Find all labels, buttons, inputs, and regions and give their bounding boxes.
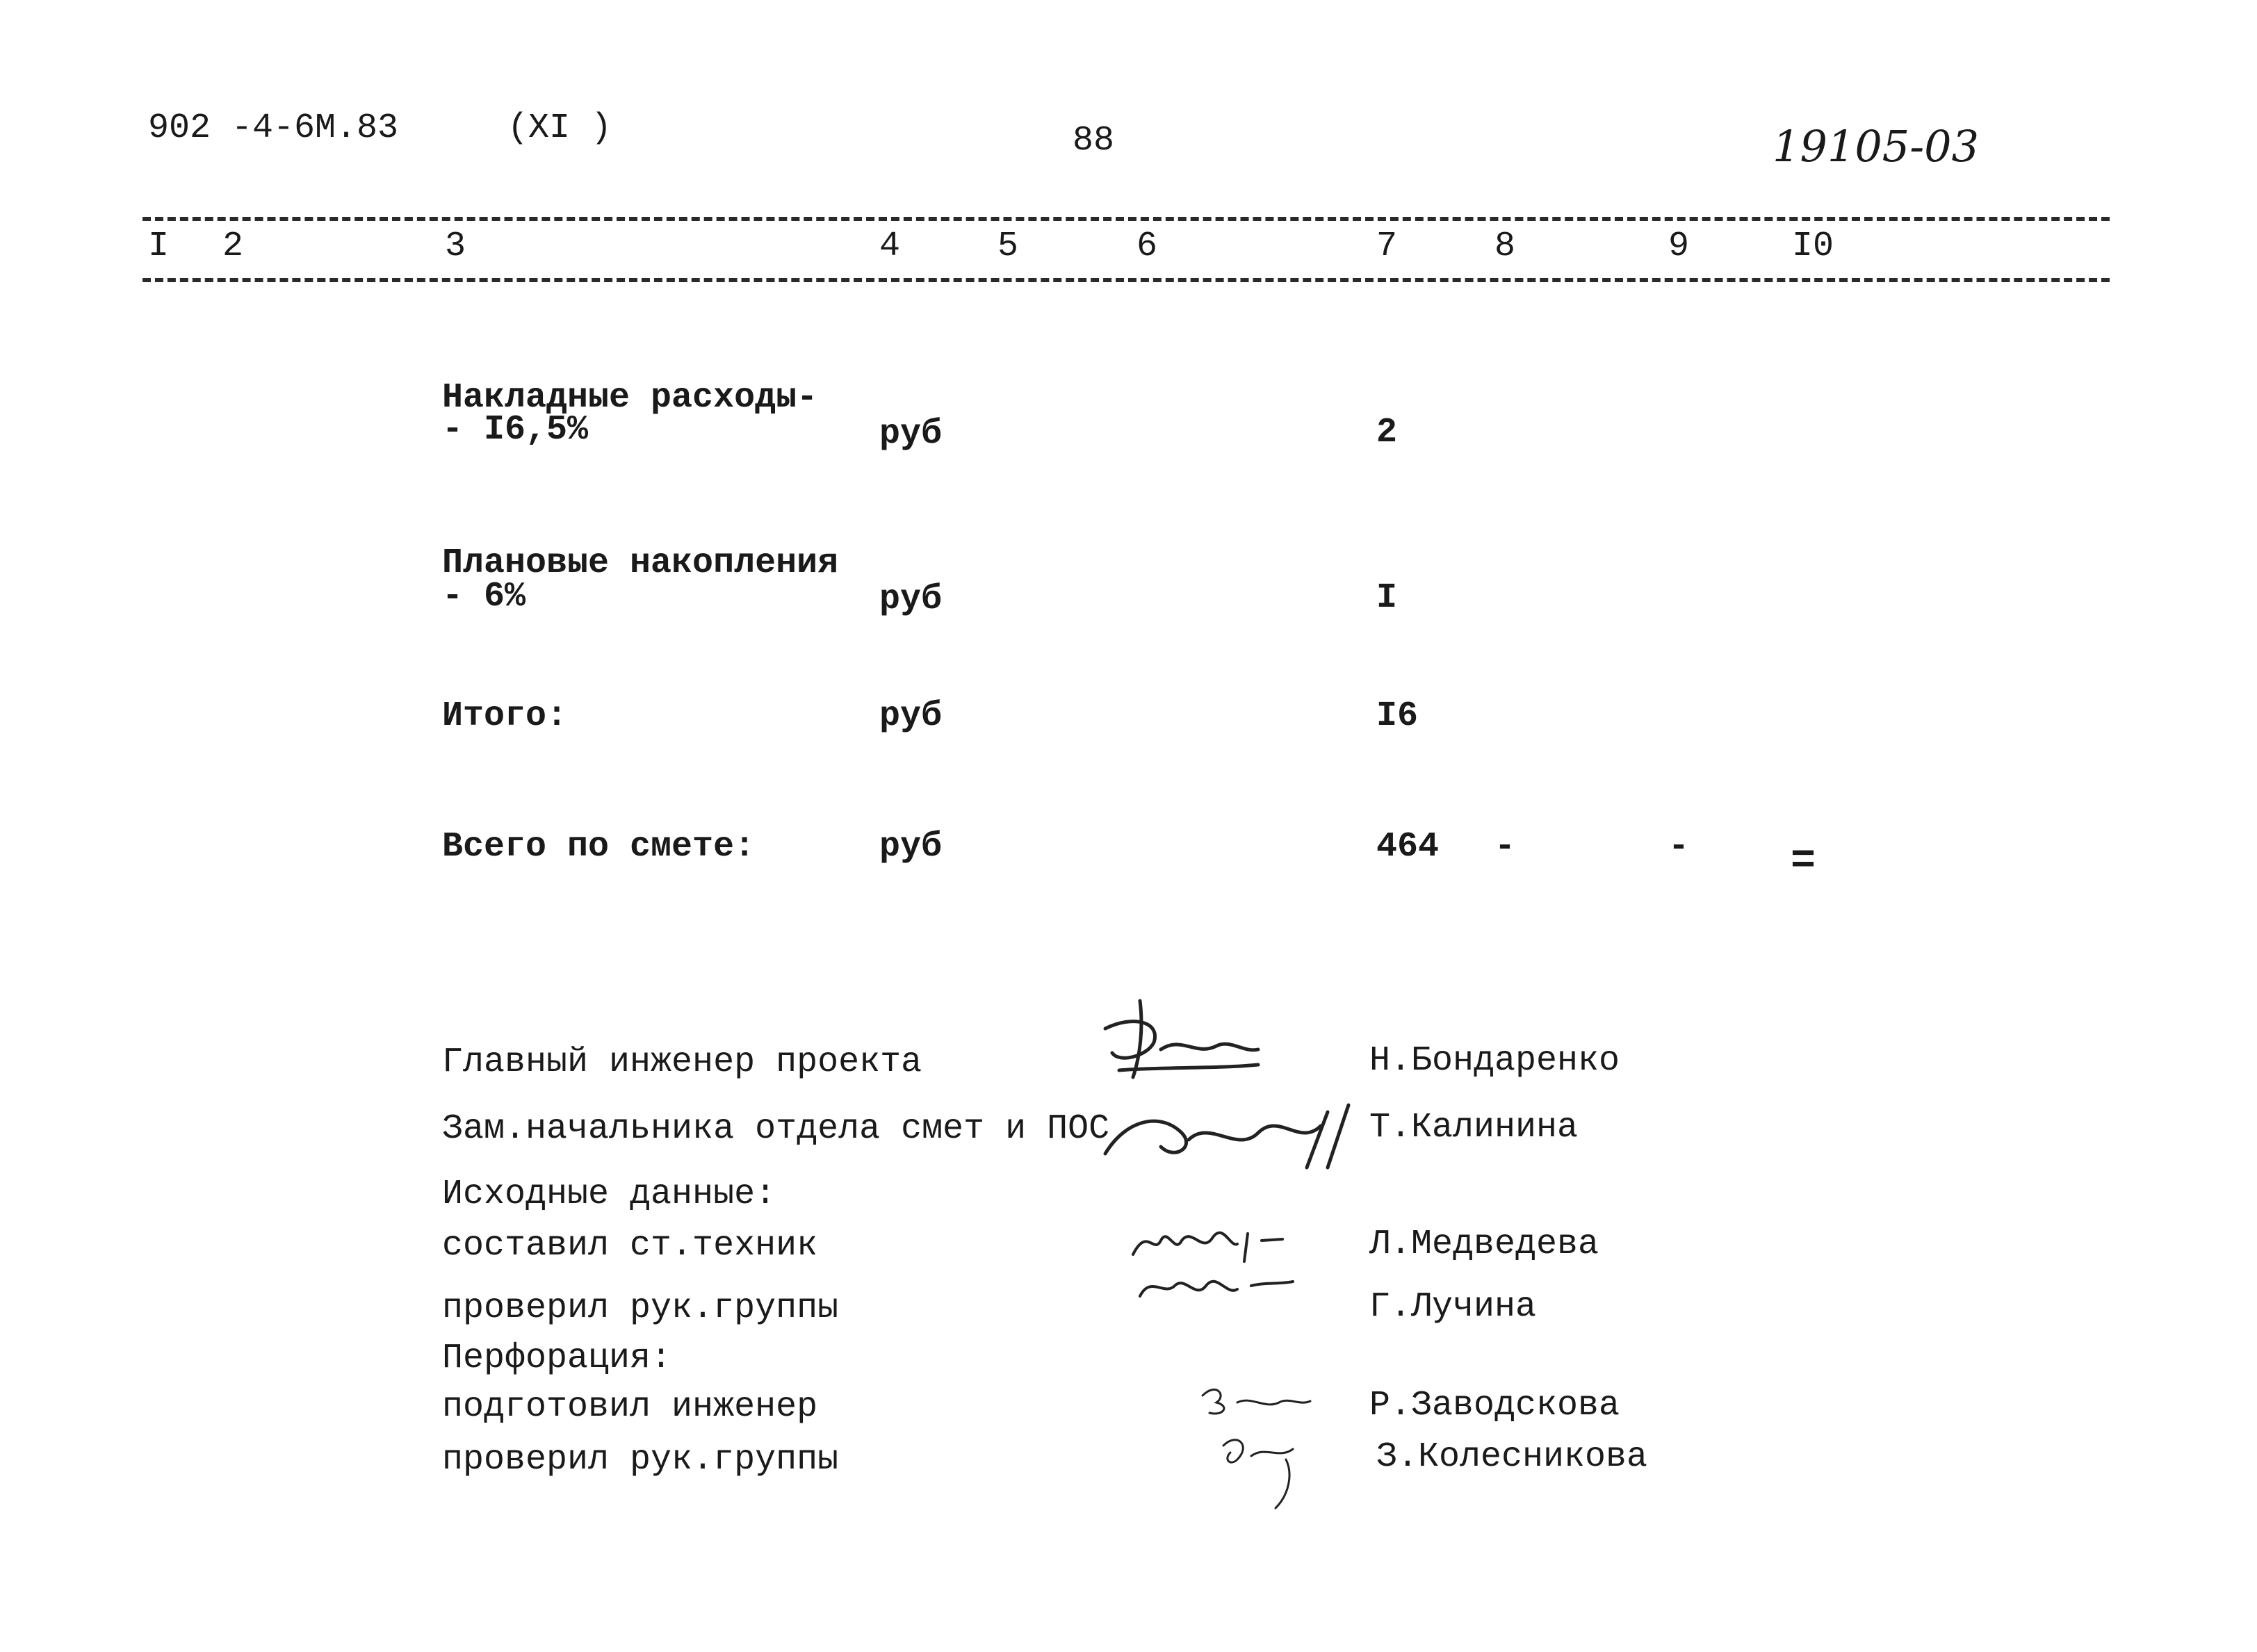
part-number: (XI ) <box>507 108 612 148</box>
signature-role-checked-2: проверил рук.группы <box>442 1440 839 1480</box>
signature-name-checked-1: Г.Лучина <box>1369 1287 1537 1327</box>
row-subtotal-unit: руб <box>879 696 943 736</box>
document-number: 19105-03 <box>1773 121 1980 172</box>
signature-section-source-data: Исходные данные: <box>442 1175 776 1214</box>
signature-role-prepared: подготовил инженер <box>442 1387 818 1427</box>
row-total-col9: - <box>1668 827 1690 867</box>
column-4: 4 <box>879 227 901 266</box>
row-overhead-unit: руб <box>879 414 943 454</box>
column-header-top-rule <box>142 217 2110 221</box>
page-number: 88 <box>1073 121 1115 161</box>
row-overhead-value: 2 <box>1376 413 1398 452</box>
column-3: 3 <box>445 227 466 266</box>
column-header-bottom-rule <box>142 278 2110 282</box>
signature-role-deputy-head: Зам.начальника отдела смет и ПОС <box>442 1109 1110 1149</box>
signature-name-chief-engineer: Н.Бондаренко <box>1369 1041 1620 1081</box>
row-total-unit: руб <box>879 827 943 867</box>
row-total-col8: - <box>1494 827 1516 867</box>
row-subtotal-label: Итого: <box>442 696 568 736</box>
signature-role-checked-1: проверил рук.группы <box>442 1289 839 1328</box>
row-planned-rate: - 6% <box>442 577 526 616</box>
signature-checked-2 <box>1209 1418 1321 1515</box>
column-9: 9 <box>1668 227 1690 266</box>
signature-prepared <box>1196 1375 1321 1423</box>
signature-checked-1 <box>1133 1258 1307 1314</box>
column-10: I0 <box>1792 227 1834 266</box>
signature-role-chief-engineer: Главный инженер проекта <box>442 1042 922 1082</box>
signature-name-checked-2: З.Колесникова <box>1376 1437 1648 1477</box>
row-overhead-rate: - I6,5% <box>442 410 589 450</box>
column-5: 5 <box>997 227 1019 266</box>
signature-role-compiled: составил ст.техник <box>442 1226 818 1266</box>
row-total-col10: = <box>1791 838 1816 885</box>
column-6: 6 <box>1136 227 1158 266</box>
series-code: 902 -4-6М.83 <box>148 108 399 148</box>
row-total-label: Всего по смете: <box>442 827 756 867</box>
row-total-value: 464 <box>1376 827 1440 867</box>
row-overhead-label: Накладные расходы- <box>442 378 818 418</box>
row-subtotal-value: I6 <box>1376 696 1419 736</box>
signature-name-prepared: Р.Заводскова <box>1369 1386 1620 1425</box>
signature-deputy-head <box>1098 1091 1376 1175</box>
column-2: 2 <box>222 227 244 266</box>
signature-name-deputy-head: Т.Калинина <box>1369 1108 1579 1147</box>
column-7: 7 <box>1376 227 1398 266</box>
signature-chief-engineer <box>1077 987 1272 1091</box>
column-8: 8 <box>1494 227 1516 266</box>
column-1: I <box>148 227 170 266</box>
row-planned-unit: руб <box>879 580 943 619</box>
row-planned-value: I <box>1376 578 1398 618</box>
signature-section-perforation: Перфорация: <box>442 1339 672 1378</box>
signature-name-compiled: Л.Медведева <box>1369 1225 1599 1264</box>
row-planned-label: Плановые накопления <box>442 543 839 583</box>
